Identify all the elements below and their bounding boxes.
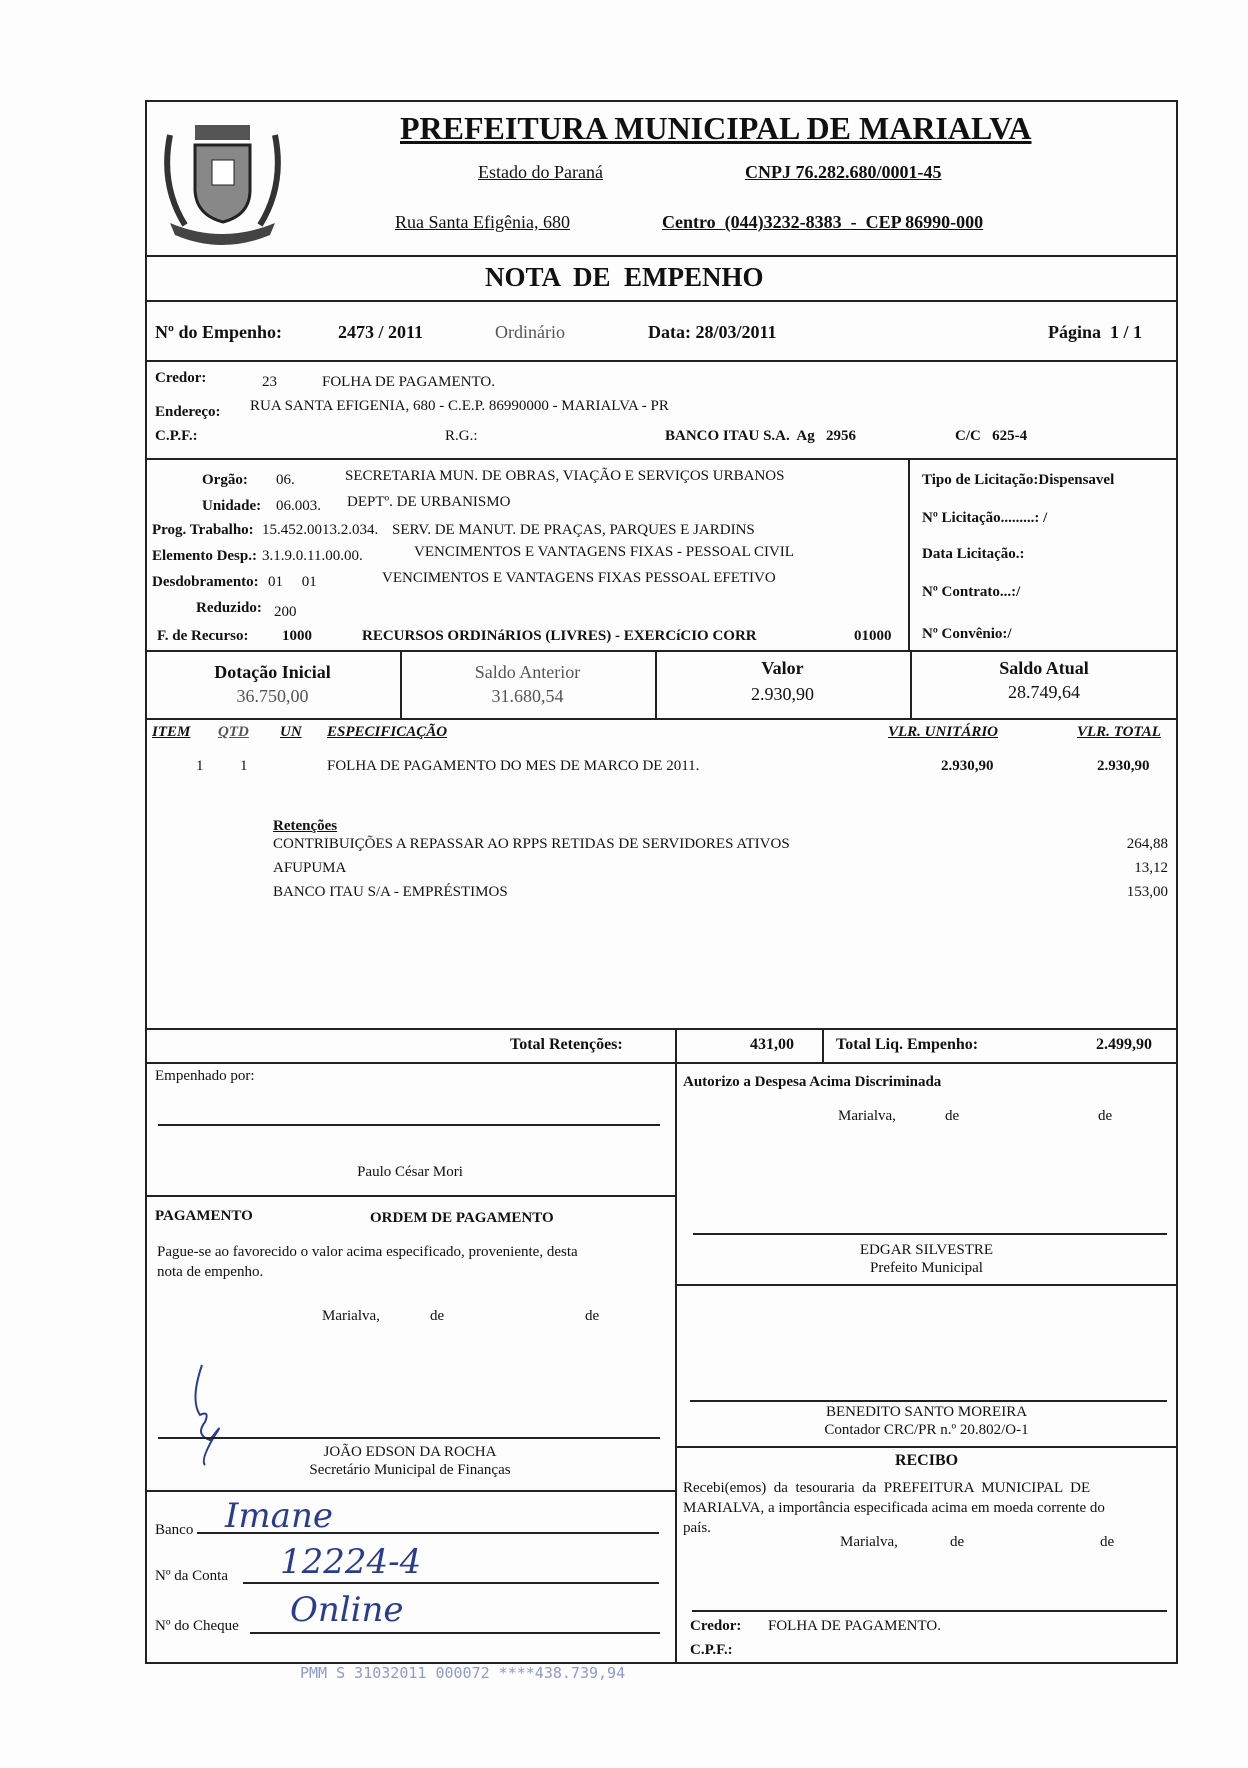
cheque-label: Nº do Cheque: [155, 1618, 239, 1634]
recibo-credor-label: Credor:: [690, 1618, 742, 1634]
prefeito-name: EDGAR SILVESTRE: [859, 1242, 994, 1258]
cheque-field[interactable]: Online: [290, 1590, 404, 1630]
state-name: Estado do Paraná: [478, 162, 603, 182]
valor-label: Valor: [761, 658, 804, 678]
reduzido-code: 200: [274, 604, 297, 620]
numero-licitacao: Nº Licitação.........: /: [922, 510, 1048, 526]
numero-contrato: Nº Contrato...:/: [922, 584, 1021, 600]
col-item: ITEM: [152, 724, 191, 740]
recibo-text: MARIALVA, a importância especificada acima em moeda corrente do: [683, 1500, 1105, 1516]
empenhado-name: Paulo César Mori: [357, 1164, 463, 1180]
recurso-code: 1000: [282, 628, 312, 644]
pagamento-de: de: [430, 1308, 445, 1324]
dotacao-value: 36.750,00: [236, 686, 309, 706]
classification-block: [152, 468, 902, 648]
saldo-anterior-label: Saldo Anterior: [474, 662, 581, 682]
retencao-value: 153,00: [1126, 884, 1168, 900]
pagamento-place: Marialva,: [322, 1308, 380, 1324]
recibo-de: de: [1100, 1534, 1115, 1550]
orgao-label: Orgão:: [202, 472, 248, 488]
rg-label: R.G.:: [445, 428, 478, 444]
total-liquido-label: Total Liq. Empenho:: [836, 1036, 979, 1053]
dotacao-label: Dotação Inicial: [214, 662, 331, 682]
unidade-desc: DEPTº. DE URBANISMO: [347, 494, 511, 510]
pagamento-de: de: [585, 1308, 600, 1324]
retencao-desc: BANCO ITAU S/A - EMPRÉSTIMOS: [273, 884, 508, 900]
autorizo-de: de: [945, 1108, 960, 1124]
prog-desc: SERV. DE MANUT. DE PRAÇAS, PARQUES E JARDINS: [392, 522, 755, 538]
credor-label: Credor:: [155, 370, 207, 386]
numero-convenio: Nº Convênio:/: [922, 626, 1012, 642]
elemento-label: Elemento Desp.:: [152, 548, 257, 564]
autorizo-place: Marialva,: [838, 1108, 896, 1124]
prog-code: 15.452.0013.2.034.: [262, 522, 379, 538]
item-number: 1: [196, 758, 204, 774]
col-un: UN: [280, 724, 302, 740]
item-spec: FOLHA DE PAGAMENTO DO MES DE MARCO DE 2011.: [327, 758, 700, 774]
saldo-atual-value: 28.749,64: [1008, 682, 1080, 702]
orgao-code: 06.: [276, 472, 295, 488]
data-licitacao: Data Licitação.:: [922, 546, 1025, 562]
orgao-desc: SECRETARIA MUN. DE OBRAS, VIAÇÃO E SERVIÇOS URBANOS: [345, 468, 785, 484]
prefeito-role: Prefeito Municipal: [870, 1260, 983, 1276]
desdobramento-code: 01 01: [268, 574, 317, 590]
credor-bank: BANCO ITAU S.A. Ag 2956: [665, 428, 856, 444]
retencao-value: 264,88: [1126, 836, 1168, 852]
col-total-value: VLR. TOTAL: [1077, 724, 1161, 740]
unidade-label: Unidade:: [202, 498, 262, 514]
recibo-place: Marialva,: [840, 1534, 898, 1550]
autorizo-de: de: [1098, 1108, 1113, 1124]
cnpj: CNPJ 76.282.680/0001-45: [745, 162, 942, 182]
conta-label: Nº da Conta: [155, 1568, 228, 1584]
banco-label: Banco: [155, 1522, 194, 1538]
col-spec: ESPECIFICAÇÃO: [327, 724, 448, 740]
empenho-type: Ordinário: [495, 322, 565, 342]
banco-field[interactable]: Imane: [225, 1496, 333, 1536]
document-title: NOTA DE EMPENHO: [485, 262, 764, 292]
recibo-credor-value: FOLHA DE PAGAMENTO.: [768, 1618, 941, 1634]
recibo-cpf-label: C.P.F.:: [690, 1642, 733, 1658]
empenhado-label: Empenhado por:: [155, 1068, 255, 1084]
credor-code: 23: [262, 374, 277, 390]
page-number: Página 1 / 1: [1048, 322, 1143, 342]
col-unit-value: VLR. UNITÁRIO: [888, 724, 999, 740]
secretario-role: Secretário Municipal de Finanças: [309, 1462, 511, 1478]
ordem-pagamento-title: ORDEM DE PAGAMENTO: [370, 1210, 554, 1226]
retencoes-title: Retenções: [273, 818, 338, 834]
saldo-anterior-value: 31.680,54: [491, 686, 564, 706]
empenho-label: Nº do Empenho:: [155, 322, 282, 342]
pagamento-text: Pague-se ao favorecido o valor acima especificado, proveniente, desta: [157, 1244, 578, 1260]
elemento-code: 3.1.9.0.11.00.00.: [262, 548, 363, 564]
empenho-number: 2473 / 2011: [338, 322, 424, 342]
prog-label: Prog. Trabalho:: [152, 522, 254, 538]
municipality-title: PREFEITURA MUNICIPAL DE MARIALVA: [400, 110, 1032, 146]
district-phone-cep: Centro (044)3232-8383 - CEP 86990-000: [662, 212, 984, 232]
total-retencoes-label: Total Retenções:: [510, 1036, 623, 1053]
recibo-de: de: [950, 1534, 965, 1550]
conta-field[interactable]: 12224-4: [280, 1542, 422, 1582]
empenho-date: Data: 28/03/2011: [648, 322, 777, 342]
contador-role: Contador CRC/PR n.º 20.802/O-1: [824, 1422, 1029, 1438]
payment-stamp: PMM S 31032011 000072 ****438.739,94: [300, 1664, 626, 1682]
pagamento-label: PAGAMENTO: [155, 1208, 253, 1224]
retencao-value: 13,12: [1134, 860, 1168, 876]
credor-address: RUA SANTA EFIGENIA, 680 - C.E.P. 86990000 - MARIALVA - PR: [250, 398, 669, 414]
total-liquido-value: 2.499,90: [1096, 1036, 1152, 1053]
recurso-desc: RECURSOS ORDINáRIOS (LIVRES) - EXERCíCIO CORR: [362, 628, 757, 644]
desdobramento-label: Desdobramento:: [152, 574, 259, 590]
address-label: Endereço:: [155, 404, 221, 420]
saldo-atual-label: Saldo Atual: [999, 658, 1089, 678]
pagamento-text: nota de empenho.: [157, 1264, 264, 1280]
elemento-desc: VENCIMENTOS E VANTAGENS FIXAS - PESSOAL CIVIL: [414, 544, 794, 560]
tipo-licitacao: Tipo de Licitação:Dispensavel: [922, 472, 1115, 488]
item-total-value: 2.930,90: [1097, 758, 1150, 774]
cpf-label: C.P.F.:: [155, 428, 198, 444]
recibo-title: RECIBO: [894, 1452, 959, 1469]
col-qtd: QTD: [218, 724, 249, 740]
total-retencoes-value: 431,00: [750, 1036, 794, 1053]
recurso-label: F. de Recurso:: [157, 628, 249, 644]
item-qtd: 1: [240, 758, 248, 774]
contador-name: BENEDITO SANTO MOREIRA: [825, 1404, 1028, 1420]
unidade-code: 06.003.: [276, 498, 321, 514]
credor-account: C/C 625-4: [955, 428, 1028, 444]
retencao-desc: CONTRIBUIÇÕES A REPASSAR AO RPPS RETIDAS DE SERVIDORES ATIVOS: [273, 836, 790, 852]
secretario-name: JOÃO EDSON DA ROCHA: [323, 1444, 497, 1460]
recurso-extra: 01000: [854, 628, 892, 644]
desdobramento-desc: VENCIMENTOS E VANTAGENS FIXAS PESSOAL EFETIVO: [382, 570, 776, 586]
valor-value: 2.930,90: [751, 684, 814, 704]
autorizo-title: Autorizo a Despesa Acima Discriminada: [683, 1074, 942, 1090]
municipal-coat-of-arms-logo: [150, 105, 295, 250]
street-address: Rua Santa Efigênia, 680: [395, 212, 570, 232]
retencao-desc: AFUPUMA: [273, 860, 347, 876]
reduzido-label: Reduzido:: [196, 600, 262, 616]
recibo-text: país.: [683, 1520, 711, 1536]
item-unit-value: 2.930,90: [941, 758, 994, 774]
recibo-text: Recebi(emos) da tesouraria da PREFEITURA MUNICIPAL DE: [683, 1480, 1091, 1496]
credor-name: FOLHA DE PAGAMENTO.: [322, 374, 495, 390]
